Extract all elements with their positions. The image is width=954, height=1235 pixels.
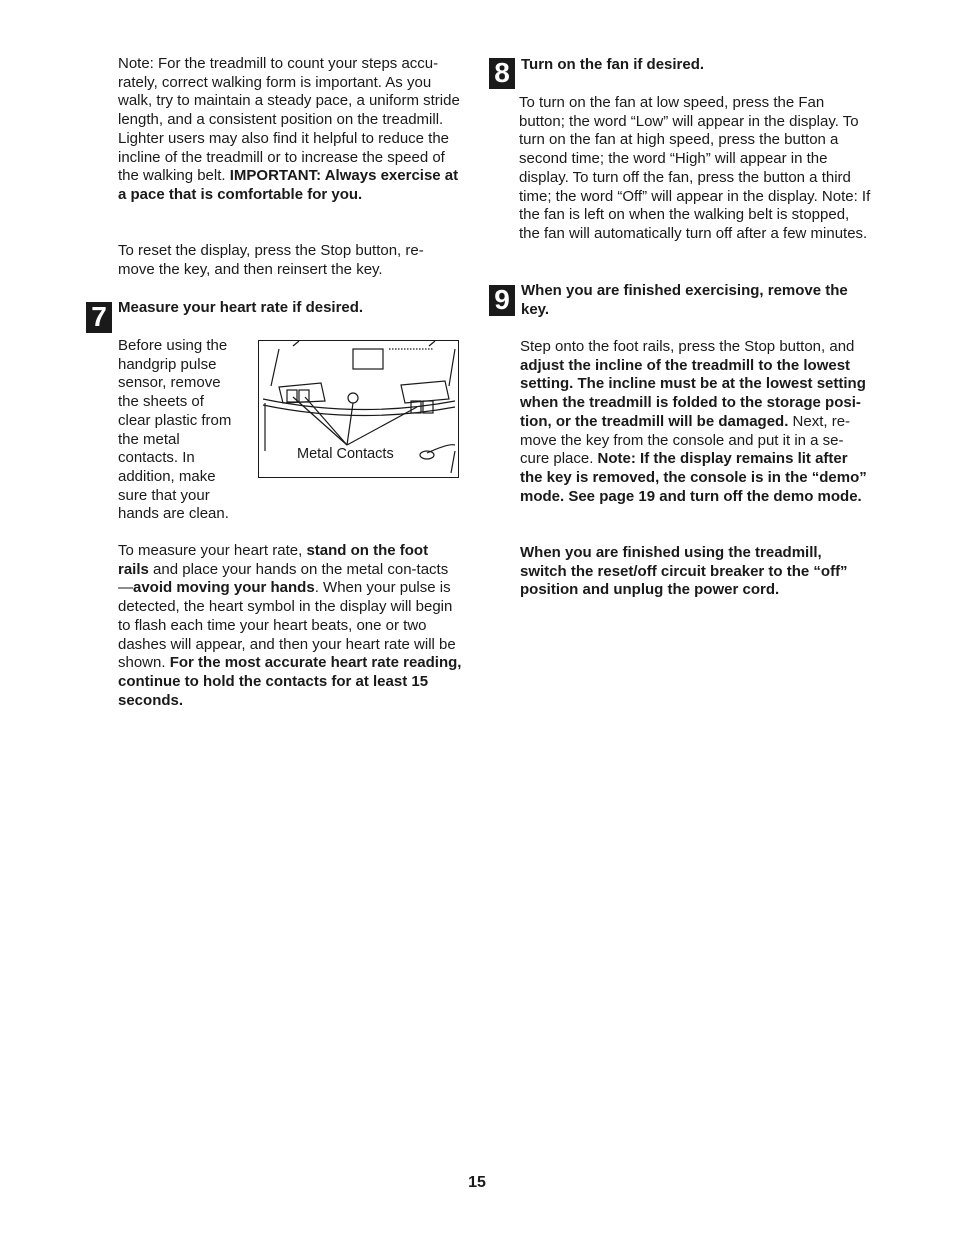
page-number: 15 [468, 1174, 486, 1191]
metal-contacts-figure [258, 340, 459, 478]
note-text: Note: For the treadmill to count your steps accu-rately, correct walking form is important. As you walk, try to maintain a steady pace, a uniform stride length, and a consistent position on the treadmill. Lighter users may also find it helpful to reduce the incline of the treadmill or to increase the speed of the walking belt. [118, 55, 460, 185]
measure-bold-1: stand on the foot rails [118, 542, 429, 578]
measure-bold-3: For the most accurate heart rate reading, continue to hold the contacts for at least 15 seconds. [118, 654, 462, 709]
measure-text-3: . When your pulse is detected, the heart symbol in the display will begin to flash each time your heart beats, one or two dashes will appear, and then your heart rate will be shown. [118, 579, 456, 672]
measure-bold-2: avoid moving your hands [133, 579, 315, 597]
note-important: IMPORTANT: Always exercise at a pace that is comfortable for you. [118, 167, 459, 203]
step-7-heading: Measure your heart rate if desired. [118, 299, 364, 316]
step-9-body [520, 338, 870, 506]
step9-bold-2: Note: If the display remains lit after the key is removed, the console is in the “demo” mode. See page 19 and turn off the demo mode. [520, 450, 867, 505]
note-paragraph [118, 55, 460, 205]
step-8-body: To turn on the fan at low speed, press the Fan button; the word “Low” will appear in the display. To turn on the fan at high speed, press the button a second time; the word “High” will appear in the display. To turn off the fan, press the button a third time; the word “Off” will appear in the display. Note: If the fan is left on when the walking belt is stopped, the fan will automatically turn off after a few minutes. [519, 94, 871, 242]
measure-text-2: and place your hands on the metal con-tacts— [118, 560, 449, 597]
metal-contacts-label: Metal Contacts [297, 446, 394, 462]
step-7-measure [118, 542, 462, 710]
step-9-final [520, 544, 865, 600]
step-7-number: 7 [86, 302, 112, 333]
step9-text-1: Step onto the foot rails, press the Stop button, and [520, 338, 855, 355]
measure-text-1: To measure your heart rate, [118, 542, 307, 559]
reset-paragraph: To reset the display, press the Stop button, re-move the key, and then reinsert the key. [118, 242, 424, 278]
step-8-heading: Turn on the fan if desired. [521, 56, 705, 73]
step-7-before: Before using the handgrip pulse sensor, remove the sheets of clear plastic from the metal contacts. In addition, make sure that your hands are clean. [118, 337, 232, 523]
step-8-number: 8 [489, 58, 515, 89]
step9-bold-1: adjust the incline of the treadmill to the lowest setting. The incline must be at the lowest setting when the treadmill is folded to the storage posi-tion, or the treadmill will be damaged. [520, 356, 866, 430]
step-9-heading: When you are finished exercising, remove the key. [521, 282, 848, 318]
step-9-number: 9 [489, 285, 515, 316]
step9-final-bold: When you are finished using the treadmill, switch the reset/off circuit breaker to the “off” position and unplug the power cord. [520, 544, 848, 599]
step9-text-2: Next, re-move the key from the console and put it in a se-cure place. [520, 412, 851, 468]
